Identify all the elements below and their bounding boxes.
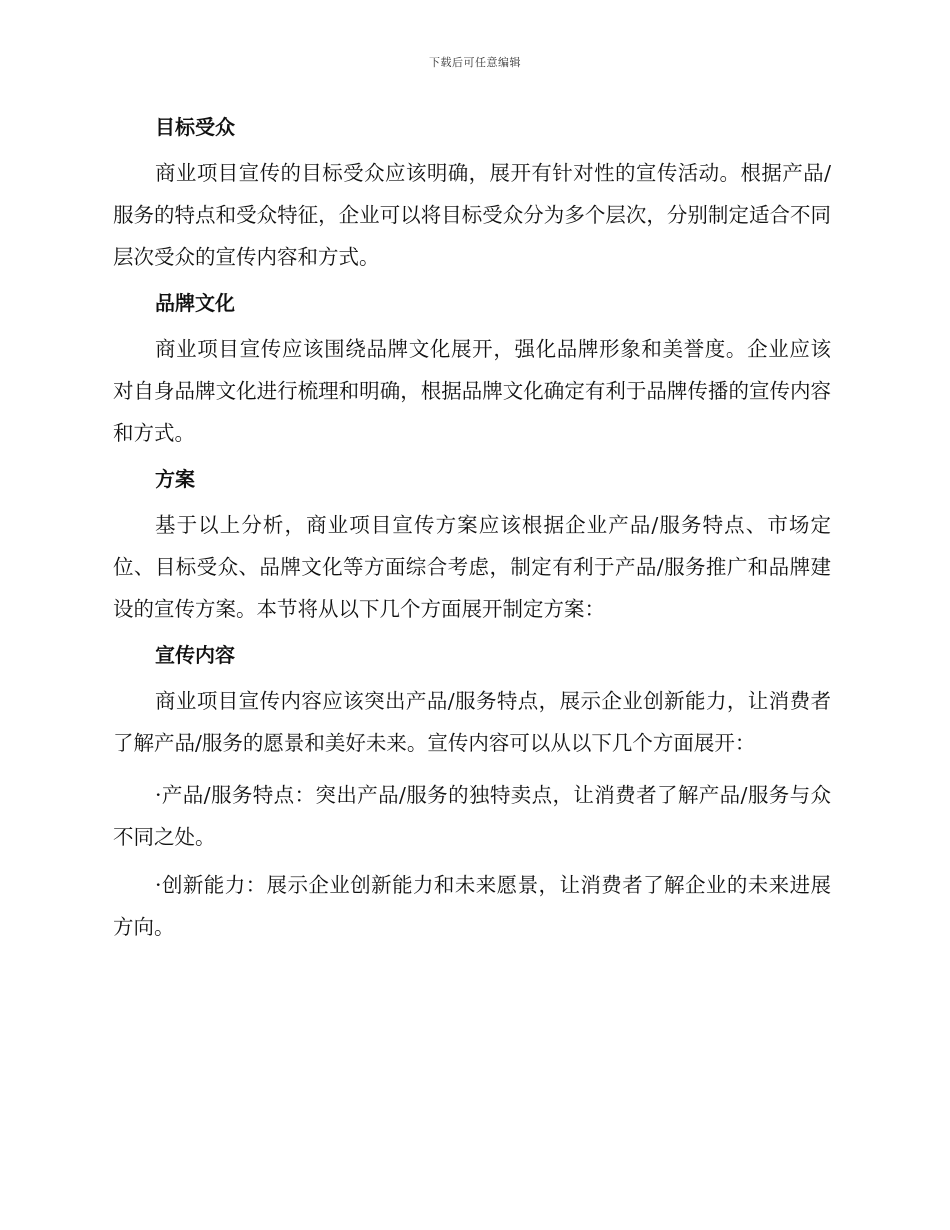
page-header: 下载后可任意编辑 [429,56,521,69]
section-heading-plan: 方案 [155,467,195,491]
bullet-item-innovation: ·创新能力：展示企业创新能力和未来愿景，让消费者了解企业的未来进展方向。 [113,873,831,939]
section-heading-brand: 品牌文化 [155,291,235,315]
section-paragraph-brand: 商业项目宣传应该围绕品牌文化展开，强化品牌形象和美誉度。企业应该对自身品牌文化进行梳理和明确，根据品牌文化确定有利于品牌传播的宣传内容和方式。 [113,337,831,445]
section-paragraph-audience: 商业项目宣传的目标受众应该明确，展开有针对性的宣传活动。根据产品/服务的特点和受众特征，企业可以将目标受众分为多个层次，分别制定适合不同层次受众的宣传内容和方式。 [113,161,831,269]
section-paragraph-content: 商业项目宣传内容应该突出产品/服务特点，展示企业创新能力，让消费者了解产品/服务的愿景和美好未来。宣传内容可以从以下几个方面展开： [113,689,831,755]
section-heading-content: 宣传内容 [155,643,235,667]
section-heading-audience: 目标受众 [155,115,235,139]
section-paragraph-plan: 基于以上分析，商业项目宣传方案应该根据企业产品/服务特点、市场定位、目标受众、品牌文化等方面综合考虑，制定有利于产品/服务推广和品牌建设的宣传方案。本节将从以下几个方面展开制定方案： [113,513,831,621]
document-body [113,112,831,954]
bullet-item-product-features: ·产品/服务特点：突出产品/服务的独特卖点，让消费者了解产品/服务与众不同之处。 [113,783,831,849]
